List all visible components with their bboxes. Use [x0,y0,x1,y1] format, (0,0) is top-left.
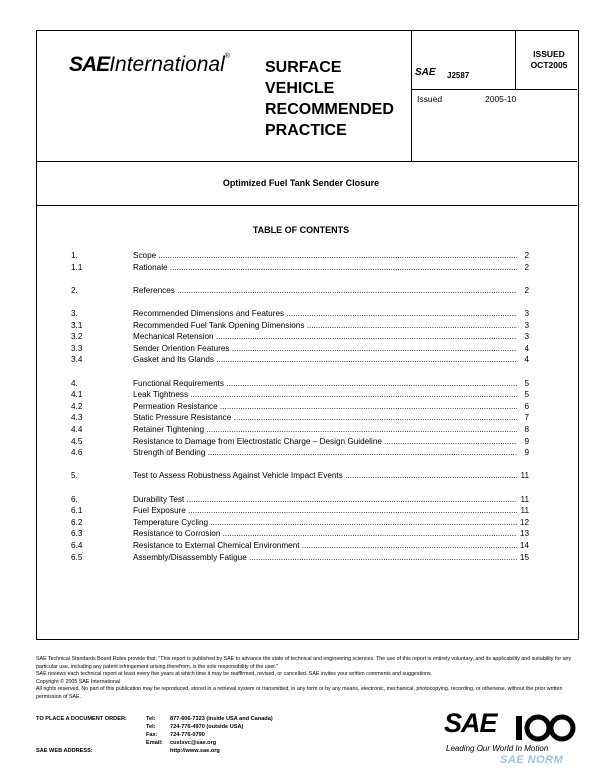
toc-entry[interactable] [37,285,577,296]
toc-page-number: 11 [520,494,529,504]
toc-number: 6.3 [71,529,83,539]
title-row [37,161,577,206]
toc-page-number: 7 [524,413,529,423]
toc-entry[interactable] [37,494,577,505]
footer-rules: SAE Technical Standards Board Rules provide that: "This report is published by SAE to advance the state of technical and engineering sciences. The use of this report is entirely voluntary, and its applicability and suitability for any particular use, including any patent infringement arising therefrom, is the sole responsibility of the user." [36,656,572,670]
toc-page-number: 8 [524,425,529,434]
tel-label: Tel: [146,724,156,730]
fax-number: 724-776-0790 [170,732,205,738]
toc-title: Scope ..... [133,250,517,261]
toc-title: Permeation Resistance ..... [133,401,517,412]
toc-title: Mechanical Retension ..... [133,331,517,342]
toc-title: Leak Tightness ..... [133,389,517,400]
document-number: J2587 [447,71,470,80]
tel-inside: 877-606-7323 (inside USA and Canada) [170,716,273,722]
toc-title: Fuel Exposure ..... [133,505,517,516]
toc-page-number: 2 [524,262,529,272]
toc-page-number: 9 [524,436,529,446]
toc-entry[interactable] [37,389,577,400]
toc-entry[interactable] [37,540,577,551]
toc-page-number: 11 [520,471,529,481]
watermark-logo: SAE NORM [500,754,564,766]
toc-page-number: 5 [524,378,529,388]
issued-label: Issued [417,94,443,104]
toc-page-number: 2 [524,251,529,260]
toc-number: 3.1 [71,320,83,330]
toc-page-number: 4 [524,343,529,353]
toc-entry[interactable] [37,470,577,481]
toc-entry[interactable] [37,343,577,354]
toc-entry[interactable] [37,505,577,516]
toc-title: Recommended Dimensions and Features ..... [133,308,517,319]
toc-number: 3.2 [71,332,83,342]
doc-type-line: VEHICLE [265,80,335,97]
toc-page-number: 12 [519,517,529,527]
document-type [265,57,394,141]
toc-number: 4.1 [71,390,83,400]
toc-title: Resistance to Corrosion ..... [133,528,517,539]
email-link[interactable]: custsvc@sae.org [170,740,217,746]
toc-entry[interactable] [37,354,577,365]
toc-page-number: 2 [524,285,529,295]
web-label: SAE WEB ADDRESS: [36,748,93,754]
toc-entry[interactable] [37,528,577,539]
divider [411,31,412,161]
toc-number: 4.4 [71,425,83,434]
toc-title: Resistance to External Chemical Environment ..... [133,540,517,551]
header-row [37,31,577,162]
tel-outside: 724-776-4970 (outside USA) [170,724,244,730]
toc-heading: TABLE OF CONTENTS [252,225,350,235]
divider [515,31,516,89]
toc-title: References ..... [133,285,517,296]
web-link[interactable]: http://www.sae.org [170,748,220,754]
toc-number: 2. [71,285,78,295]
sae-logo-text: SAE [444,708,497,738]
toc-entry[interactable] [37,552,577,563]
tel-label: Tel: [146,716,156,722]
toc-title: Static Pressure Resistance ..... [133,412,517,423]
toc-title: Sender Oriention Features ..... [133,343,517,354]
toc-title: Assembly/Disassembly Fatigue ..... [133,552,517,563]
issued-stamp [523,49,575,71]
toc-entry[interactable] [37,250,577,261]
toc-entry[interactable] [37,262,577,273]
toc-title: Rationale ..... [133,262,517,273]
toc-entry[interactable] [37,378,577,389]
toc-number: 6.5 [71,552,83,562]
toc-title: Test to Assess Robustness Against Vehicle Impact Events ..... [133,470,517,481]
toc-page-number: 3 [524,309,529,318]
toc-page-number: 14 [519,541,529,550]
toc-number: 3. [71,309,78,318]
footer-copyright: Copyright © 2005 SAE International [36,678,120,685]
order-label: TO PLACE A DOCUMENT ORDER: [36,716,127,722]
toc-number: 1.1 [71,262,83,272]
divider [411,89,577,90]
toc-entry[interactable] [37,517,577,528]
toc-page-number: 6 [524,401,529,411]
toc-number: 4. [71,378,78,388]
toc-page-number: 13 [519,529,529,539]
toc-title: Gasket and Its Glands ..... [133,354,517,365]
issued-stamp-line: ISSUED [533,49,565,59]
toc-number: 4.3 [71,413,83,423]
toc-entry[interactable] [37,401,577,412]
mini-sae-logo: SAE [415,67,436,78]
toc-page-number: 4 [524,355,529,365]
toc-number: 4.5 [71,436,83,446]
email-label: Email: [146,740,163,746]
toc-number: 6.4 [71,541,83,550]
toc-title: Strength of Bending ..... [133,447,517,458]
toc-number: 3.4 [71,355,83,365]
toc-entry[interactable] [37,436,577,447]
toc-entry[interactable] [37,331,577,342]
toc-number: 4.2 [71,401,83,411]
toc-title: Resistance to Damage from Electrostatic Charge – Design Guideline ..... [133,436,517,447]
issued-date: 2005-10 [485,94,517,104]
hundred-circles-icon [516,712,576,744]
toc-page-number: 3 [524,320,529,330]
toc-number: 6. [71,494,78,504]
toc-page-number: 3 [524,332,529,342]
logo-suffix: International [109,53,225,76]
toc-title: Durability Test ..... [133,494,517,505]
issued-stamp-date: OCT2005 [530,60,568,70]
tagline: Leading Our World In Motion [446,744,549,753]
header-frame [36,30,579,640]
toc-title: Functional Requirements ..... [133,378,517,389]
toc-number: 6.2 [71,517,83,527]
toc-page-number: 9 [524,448,529,458]
toc-entry[interactable] [37,308,577,319]
toc-page-number: 5 [524,390,529,400]
toc-number: 5. [71,471,78,481]
fax-label: Fax: [146,732,158,738]
toc-number: 6.1 [71,506,83,516]
doc-type-line: RECOMMENDED [265,101,394,118]
toc-entry[interactable] [37,424,577,435]
toc-title: Recommended Fuel Tank Opening Dimensions ..... [133,320,517,331]
toc-number: 4.6 [71,448,83,458]
toc-entry[interactable] [37,320,577,331]
footer-review: SAE reviews each technical report at least every five years at which time it may be reaffirmed, revised, or cancelled. SAE invites your written comments and suggestions. [36,671,433,678]
toc-number: 1. [71,251,78,260]
toc-entry[interactable] [37,412,577,423]
toc-entry[interactable] [37,447,577,458]
toc-title: Temperature Cycling ..... [133,517,517,528]
sae-international-logo [69,53,230,77]
toc-page-number: 11 [520,506,529,516]
logo-brand: SAE [69,53,110,76]
logo-registered-mark: ® [224,53,230,60]
toc-number: 3.3 [71,343,83,353]
document-title: Optimized Fuel Tank Sender Closure [222,178,380,188]
doc-type-line: SURFACE [265,59,342,76]
footer-rights: All rights reserved. No part of this publication may be reproduced, stored in a retrieval system or transmitted, in any form or by any means, electronic, mechanical, photocopying, recording, or otherwise, without the prior written permission of SAE. [36,686,563,700]
toc-title: Retainer Tightening ..... [133,424,517,435]
toc-page-number: 15 [519,552,529,562]
doc-type-line: PRACTICE [265,122,347,139]
legal-footer [36,656,581,702]
